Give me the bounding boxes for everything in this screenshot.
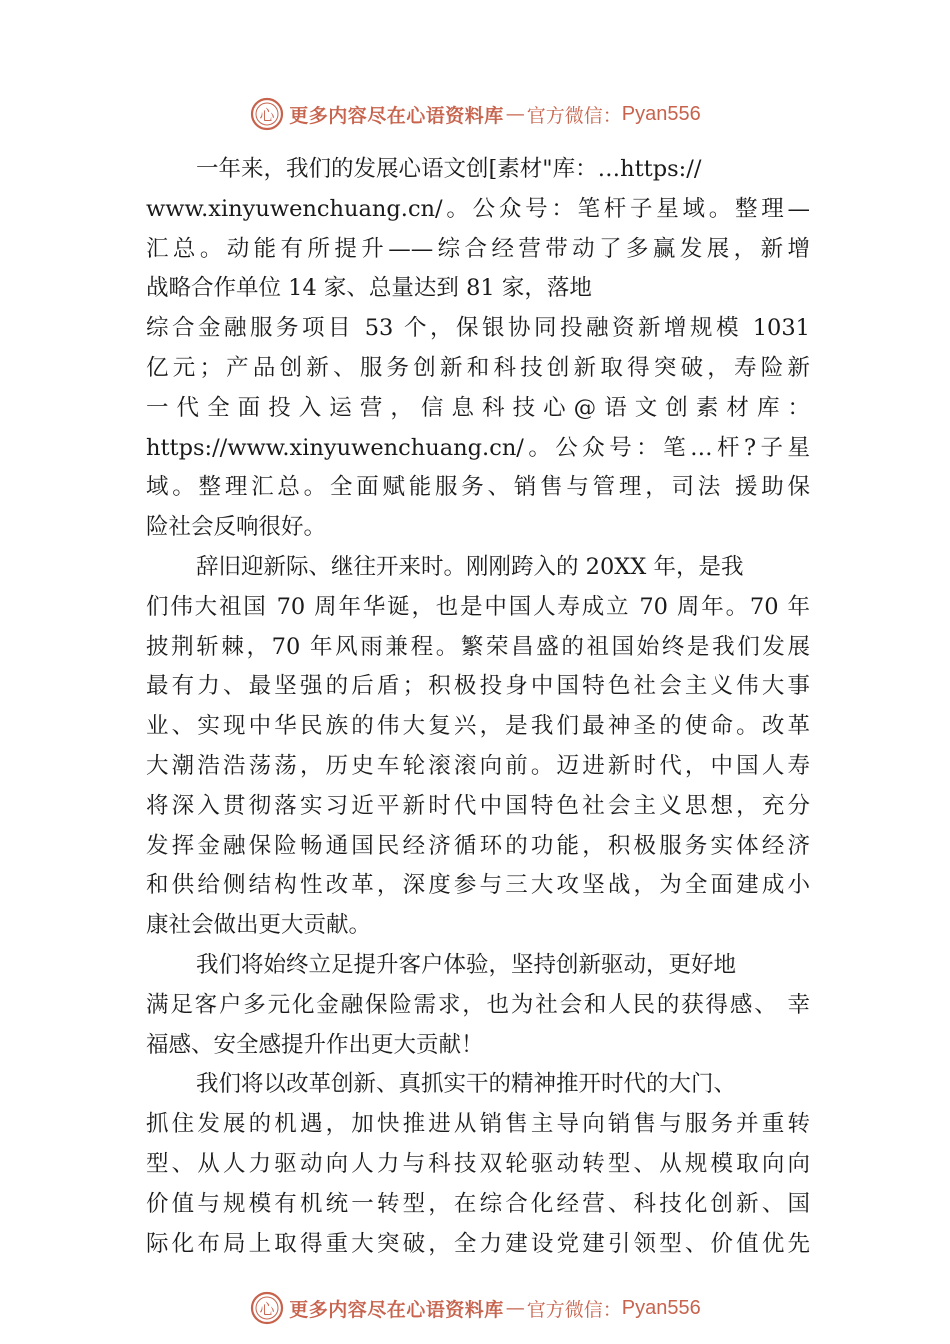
text-line: 我们将以改革创新、真抓实干的精神推开时代的大门、 [196, 1071, 737, 1098]
text-line: 披荆斩棘，70 年风雨兼程。繁荣昌盛的祖国始终是我们发展 [146, 633, 810, 660]
banner-title: 更多内容尽在心语资料库 [289, 1298, 504, 1321]
banner-separator: — [505, 103, 525, 125]
banner-separator: — [505, 1297, 525, 1319]
document-body [146, 150, 810, 1264]
text-line: 价值与规模有机统一转型，在综合化经营、科技化创新、国 [146, 1190, 810, 1217]
text-line: 险社会反响很好。 [146, 514, 327, 541]
text-line: 战略合作单位 14 家、总量达到 81 家，落地 [146, 275, 592, 302]
text-line: 和供给侧结构性改革，深度参与三大攻坚战，为全面建成小 [146, 872, 810, 899]
text-line: 满足客户多元化金融保险需求，也为社会和人民的获得感、 幸 [146, 991, 810, 1018]
text-line: 将深入贯彻落实习近平新时代中国特色社会主义思想，充分 [146, 792, 810, 819]
text-line: 抓住发展的机遇，加快推进从销售主导向销售与服务并重转 [146, 1111, 810, 1138]
text-line: 型、从人力驱动向人力与科技双轮驱动转型、从规模取向向 [146, 1150, 810, 1177]
text-line: 域。整理汇总。全面赋能服务、销售与管理，司法 援助保 [146, 474, 810, 501]
banner-label: 官方微信： [526, 1298, 622, 1321]
footer-banner [0, 1288, 950, 1328]
banner-label: 官方微信： [526, 104, 622, 127]
text-line: 康社会做出更大贡献。 [146, 912, 372, 939]
text-line: 我们将始终立足提升客户体验，坚持创新驱动，更好地 [196, 951, 737, 978]
paragraph-3 [146, 946, 810, 1065]
text-line: 大潮浩浩荡荡，历史车轮滚滚向前。迈进新时代，中国人寿 [146, 752, 810, 779]
text-line: 际化布局上取得重大突破，全力建设党建引领型、价值优先 [146, 1230, 810, 1257]
text-line: 们伟大祖国 70 周年华诞，也是中国人寿成立 70 周年。70 年 [146, 593, 810, 620]
banner-title: 更多内容尽在心语资料库 [289, 104, 504, 127]
text-line: 福感、安全感提升作出更大贡献！ [146, 1031, 484, 1058]
text-line: 发挥金融保险畅通国民经济循环的功能，积极服务实体经济 [146, 832, 810, 859]
text-line: 最有力、最坚强的后盾；积极投身中国特色社会主义伟大事 [146, 673, 810, 700]
paragraph-1 [146, 150, 810, 548]
svg-text:心: 心 [259, 106, 275, 124]
text-line: 辞旧迎新际、继往开来时。刚刚跨入的 20XX 年，是我 [196, 553, 744, 580]
text-line: 一代全面投入运营，信息科技心@语文创素材库： [146, 394, 810, 421]
paragraph-4 [146, 1065, 810, 1264]
paragraph-2 [146, 548, 810, 946]
text-line: 业、实现中华民族的伟大复兴，是我们最神圣的使命。改革 [146, 713, 810, 740]
text-line: 综合金融服务项目 53 个，保银协同投融资新增规模 1031 [146, 315, 810, 342]
banner-wechat-handle: Pyan556 [621, 102, 701, 125]
text-line: 汇总。动能有所提升——综合经营带动了多赢发展，新增 [146, 235, 810, 262]
text-line: 一年来，我们的发展心语文创[素材"库：…https:// [196, 156, 702, 182]
text-line: www.xinyuwenchuang.cn/。公众号：笔杆子星域。整理— [146, 195, 810, 222]
svg-text:心: 心 [259, 1300, 275, 1318]
banner-wechat-handle: Pyan556 [621, 1296, 701, 1319]
brand-logo-icon [249, 96, 285, 132]
text-line: 亿元；产品创新、服务创新和科技创新取得突破，寿险新 [146, 354, 810, 381]
header-banner [0, 94, 950, 134]
brand-logo-icon [249, 1290, 285, 1326]
text-line: https://www.xinyuwenchuang.cn/。公众号：笔…杆?子星 [146, 434, 810, 461]
